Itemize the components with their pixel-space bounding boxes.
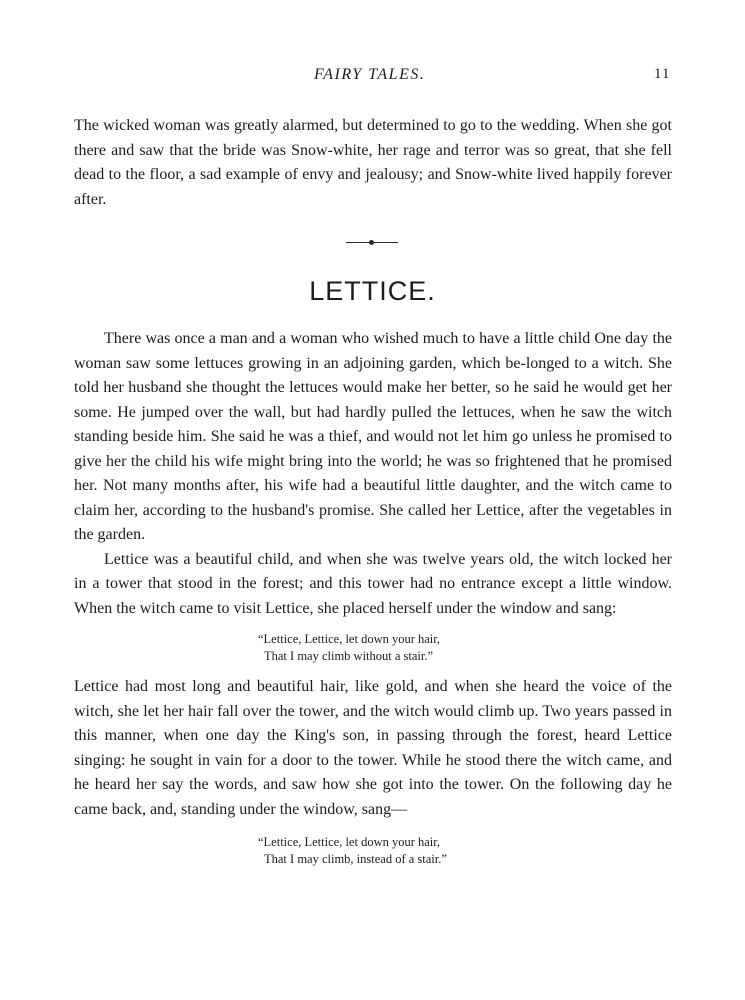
verse-line: “Lettice, Lettice, let down your hair, [258,835,441,849]
verse-quote [74,834,672,868]
page-number: 11 [654,66,671,82]
running-title: FAIRY TALES. [314,66,426,83]
verse-line: “Lettice, Lettice, let down your hair, [258,632,441,646]
story-paragraph: Lettice was a beautiful child, and when she was twelve years old, the witch locked her in a tower that stood in the forest; and this tower had no entrance except a little window. When the witch came to visit Lettice, she placed herself under the window and sang: [74,550,672,617]
running-head [0,66,745,90]
verse-line: That I may climb without a stair.” [264,649,434,663]
section-divider-ornament [369,240,374,245]
story-title: LETTICE. [309,276,436,306]
story-body [74,327,672,878]
opening-paragraph: The wicked woman was greatly alarmed, but determined to go to the wedding. When she got there and saw that the bride was Snow-white, her rage and terror was so great, that she fell dead to the floor, a sad example of envy and jealousy; and Snow-white lived happily forever after. [74,117,672,208]
story-paragraph: There was once a man and a woman who wished much to have a little child One day the woman saw some lettuces growing in an adjoining garden, which be-longed to a witch. She told her husband she thought the lettuces would make her better, so he said he would get her some. He jumped over the wall, but had hardly pulled the lettuces, when he saw the witch standing beside him. She said he was a thief, and would not let him go unless he promised to give her the child his wife might bring into the world; he was so frightened that he promised her. Not many months after, his wife had a beautiful little daughter, and the witch came to claim her, according to the husband's promise. She called her Lettice, after the vegetables in the garden. [74,330,672,543]
story-paragraph: Lettice had most long and beautiful hair, like gold, and when she heard the voice of the witch, she let her hair fall over the tower, and the witch would climb up. Two years passed in this manner, when one day the King's son, in passing through the forest, heard Lettice singing: he sought in vain for a door to the tower. While he stood there the witch came, and he heard her say the words, and saw how she got into the tower. On the following day he came back, and, standing under the window, sang— [74,678,672,818]
opening-paragraph-block [74,114,672,212]
verse-quote [74,631,672,665]
verse-line: That I may climb, instead of a stair.” [264,852,447,866]
